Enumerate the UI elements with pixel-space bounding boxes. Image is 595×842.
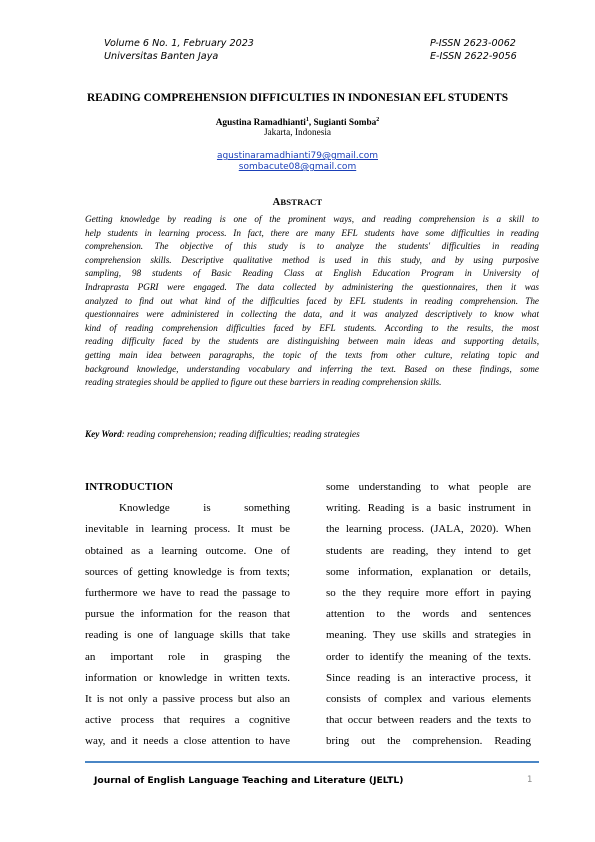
intro-column-right (326, 477, 531, 752)
affiliation: Jakarta, Indonesia (263, 128, 332, 138)
intro-left-line: pursue the information for the reason that (85, 608, 290, 621)
abstract-line: comprehension. The objective of this study is to analyze the students' difficulties in reading (85, 241, 539, 252)
eissn: E-ISSN 2622-9056 (430, 51, 517, 62)
intro-right-line: so the they require more effort in paying (326, 586, 531, 599)
intro-right-line: Since reading is an interactive process, it (326, 671, 531, 684)
keywords-label: Key Word (85, 429, 122, 439)
author-2: Sugianti Somba (313, 118, 377, 129)
section-heading-introduction: INTRODUCTION (85, 481, 174, 493)
footer-rule (85, 761, 539, 763)
intro-right-line: that occur between readers and the texts to (326, 714, 531, 727)
university-name: Universitas Banten Jaya (104, 51, 219, 62)
keywords (85, 429, 360, 439)
intro-left-line: active process that requires a cognitive (85, 714, 290, 727)
intro-right-line: writing. Reading is a basic instrument in (326, 502, 531, 515)
intro-left-line: Knowledge is something (119, 502, 290, 515)
intro-left-line: way, and it needs a close attention to have (85, 735, 290, 748)
abstract-line: Getting knowledge by reading is one of the prominent ways, and reading comprehension is a skill to (85, 214, 539, 224)
footer-journal-title: Journal of English Language Teaching and Literature (JELTL) (94, 775, 404, 786)
email-link-author-1[interactable]: agustinaramadhianti79@gmail.com (216, 151, 379, 161)
abstract-line: questionnaires were administered in collecting the data, and it was analyzed descriptively to know what (85, 309, 539, 320)
author-separator: , (308, 118, 314, 129)
intro-left-line: furthermore we have to read the passage to (85, 586, 290, 599)
pissn: P-ISSN 2623-0062 (430, 38, 516, 49)
intro-right-line: some understanding to what people are (326, 481, 531, 493)
intro-right-line: some information, explanation or details, (326, 565, 531, 578)
intro-column-left (85, 477, 290, 752)
abstract-heading (0, 197, 595, 208)
intro-right-line: order to identify the meaning of the texts. (326, 650, 531, 663)
intro-right-line: attention to the words and sentences (326, 608, 531, 621)
keywords-text: : reading comprehension; reading difficulties; reading strategies (121, 429, 360, 439)
abstract-line: comprehension skills. Descriptive qualitative method is used in this study, and by using purposive (85, 254, 539, 265)
author-1: Agustina Ramadhianti (215, 118, 306, 129)
intro-right-line: the learning process. (JALA, 2020). When (326, 523, 531, 536)
intro-right-line: students are reading, they intend to get (326, 544, 531, 557)
abstract-body (85, 213, 539, 390)
intro-right-line: consists of complex and various elements (326, 692, 531, 705)
intro-left-line: information or knowledge in written texts. (85, 671, 290, 684)
abstract-line: reading difficulty faced by the students are distinguishing between main ideas and supporting details, (85, 336, 539, 347)
intro-left-line: obtained as a learning outcome. One of (85, 544, 290, 557)
abstract-line: Indraprasta PGRI were engaged. The data collected by administering the questionnaires, then it was (85, 281, 539, 292)
running-header-right (430, 37, 517, 63)
abstract-line: help students in learning process. In fact, there are many EFL students have some difficulties in reading (85, 227, 539, 238)
volume-info: Volume 6 No. 1, February 2023 (104, 38, 254, 49)
intro-left-line: inevitable in learning process. It must be (85, 523, 290, 536)
abstract-heading-initial: A (272, 197, 281, 208)
abstract-line: getting main idea between paragraphs, the topic of the texts from other culture, relating topic and (85, 349, 539, 360)
abstract-line: analyzed to find out what kind of the difficulties faced by EFL students in reading comprehension. The (85, 295, 539, 306)
intro-left-line: sources of getting knowledge is from texts; (85, 565, 290, 578)
running-header-left (104, 37, 254, 63)
abstract-line: kind of reading comprehension difficulties faced by EFL students. According to the results, the most (85, 322, 539, 333)
page-number: 1 (527, 775, 533, 785)
abstract-line: reading strategies should be applied to figure out these barriers in reading comprehension skills. (85, 377, 442, 388)
paper-title: READING COMPREHENSION DIFFICULTIES IN INDONESIAN EFL STUDENTS (86, 92, 509, 104)
author-2-affiliation-mark: 2 (376, 117, 380, 123)
abstract-line: background knowledge, understanding vocabulary and inferring the text. Based on these findings, some (85, 363, 539, 374)
intro-left-line: It is not only a passive process but also an (85, 692, 290, 705)
abstract-line: sampling, 98 students of Basic Reading Class at English Education Program in University of (85, 268, 539, 279)
intro-right-line: bring out the comprehension. Reading (326, 735, 531, 748)
email-link-author-2[interactable]: sombacute08@gmail.com (238, 162, 357, 172)
author-1-affiliation-mark: 1 (305, 117, 309, 123)
intro-right-line: meaning. They use skills and strategies in (326, 629, 531, 642)
abstract-heading-rest: BSTRACT (280, 197, 323, 207)
intro-left-line: reading is one of language skills that take (85, 629, 290, 642)
intro-left-line: an important role in grasping the (85, 650, 290, 663)
author-line (0, 117, 595, 128)
